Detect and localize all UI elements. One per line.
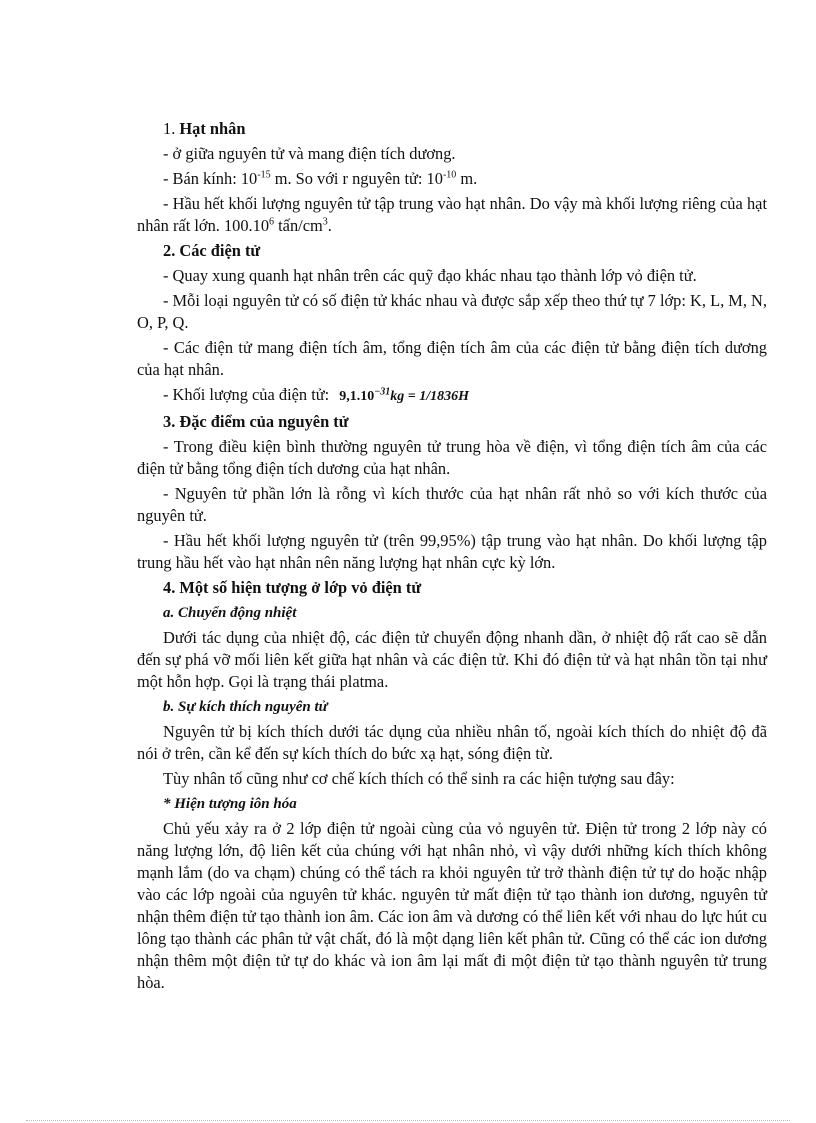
- paragraph: - ở giữa nguyên tử và mang điện tích dương.: [163, 144, 456, 163]
- heading-hat-nhan: 1. Hạt nhân: [163, 119, 246, 138]
- heading-dac-diem: 3. Đặc điểm của nguyên tử: [163, 412, 349, 431]
- document-page: [137, 118, 767, 997]
- paragraph: - Quay xung quanh hạt nhân trên các quỹ đạo khác nhau tạo thành lớp vỏ điện tử.: [163, 266, 697, 285]
- subheading-chuyen-dong-nhiet: a. Chuyển động nhiệt: [163, 605, 297, 621]
- heading-hien-tuong: 4. Một số hiện tượng ở lớp vỏ điện tử: [163, 578, 422, 597]
- paragraph-mass: - Khối lượng của điện tử: $9,1.10^{-31}kg = 1/1836H$: [163, 385, 470, 404]
- paragraph: - Hầu hết khối lượng nguyên tử (trên 99,95%) tập trung vào hạt nhân. Do khối lượng tập trung hầu hết vào hạt nhân nên năng lượng hạt nhân cực kỳ lớn.: [137, 531, 767, 572]
- subheading-su-kich-thich: b. Sự kích thích nguyên tử: [163, 699, 328, 715]
- paragraph: - Trong điều kiện bình thường nguyên tử trung hòa về điện, vì tổng điện tích âm của các điện tử bằng tổng điện tích dương của hạt nhân.: [137, 437, 767, 478]
- paragraph: - Các điện tử mang điện tích âm, tổng điện tích âm của các điện tử bằng điện tích dương của hạt nhân.: [137, 338, 767, 379]
- footer-divider: [26, 1120, 790, 1121]
- electron-mass-formula: $9,1.10^{-31}kg = 1/1836H$: [339, 386, 470, 404]
- paragraph: - Bán kính: $10^{-15}$ m. So với r nguyên tử: $10^{-10}$ m.: [163, 169, 478, 188]
- heading-cac-dien-tu: 2. Các điện tử: [163, 241, 261, 260]
- paragraph: - Hầu hết khối lượng nguyên tử tập trung vào hạt nhân. Do vậy mà khối lượng riêng của hạt nhân rất lớn. 100.10$^6$ tấn/$cm^3$.: [137, 194, 767, 235]
- paragraph: Chủ yếu xảy ra ở 2 lớp điện tử ngoài cùng của vỏ nguyên tử. Điện tử trong 2 lớp này có năng lượng lớn, độ liên kết của chúng với hạt nhân nhỏ, vì vậy dưới những kích thích không mạnh lắm (do va chạm) chúng có thể tách ra khỏi nguyên tử trở thành điện tử tự do hoặc nhập vào các lớp ngoài của nguyên tử khác. nguyên tử mất điện tử tạo thành ion dương, nguyên tử nhận thêm điện tử tạo thành ion âm. Các ion âm và dương có thể liên kết với nhau do lực hút cu lông tạo thành các phân tử vật chất, đó là một dạng liên kết phân tử. Cũng có thể các ion dương nhận thêm một điện tử tự do khác và ion âm lại mất đi một điện tử tạo thành nguyên tử trung hòa.: [137, 819, 767, 992]
- paragraph: - Mỗi loại nguyên tử có số điện tử khác nhau và được sắp xếp theo thứ tự 7 lớp: K, L, M, N, O, P, Q.: [137, 291, 767, 332]
- subheading-ion-hoa: * Hiện tượng iôn hóa: [163, 796, 297, 812]
- paragraph: - Nguyên tử phần lớn là rỗng vì kích thước của hạt nhân rất nhỏ so với kích thước của nguyên tử.: [137, 484, 767, 525]
- paragraph: Nguyên tử bị kích thích dưới tác dụng của nhiều nhân tố, ngoài kích thích do nhiệt độ đã nói ở trên, cần kể đến sự kích thích do bức xạ hạt, sóng điện từ.: [137, 722, 767, 763]
- paragraph: Tùy nhân tố cũng như cơ chế kích thích có thể sinh ra các hiện tượng sau đây:: [163, 769, 675, 788]
- paragraph: Dưới tác dụng của nhiệt độ, các điện tử chuyển động nhanh dần, ở nhiệt độ rất cao sẽ dẫn đến sự phá vỡ mối liên kết giữa hạt nhân và các điện tử. Khi đó điện tử và hạt nhân tồn tại như một hỗn hợp. Gọi là trạng thái platma.: [137, 628, 767, 691]
